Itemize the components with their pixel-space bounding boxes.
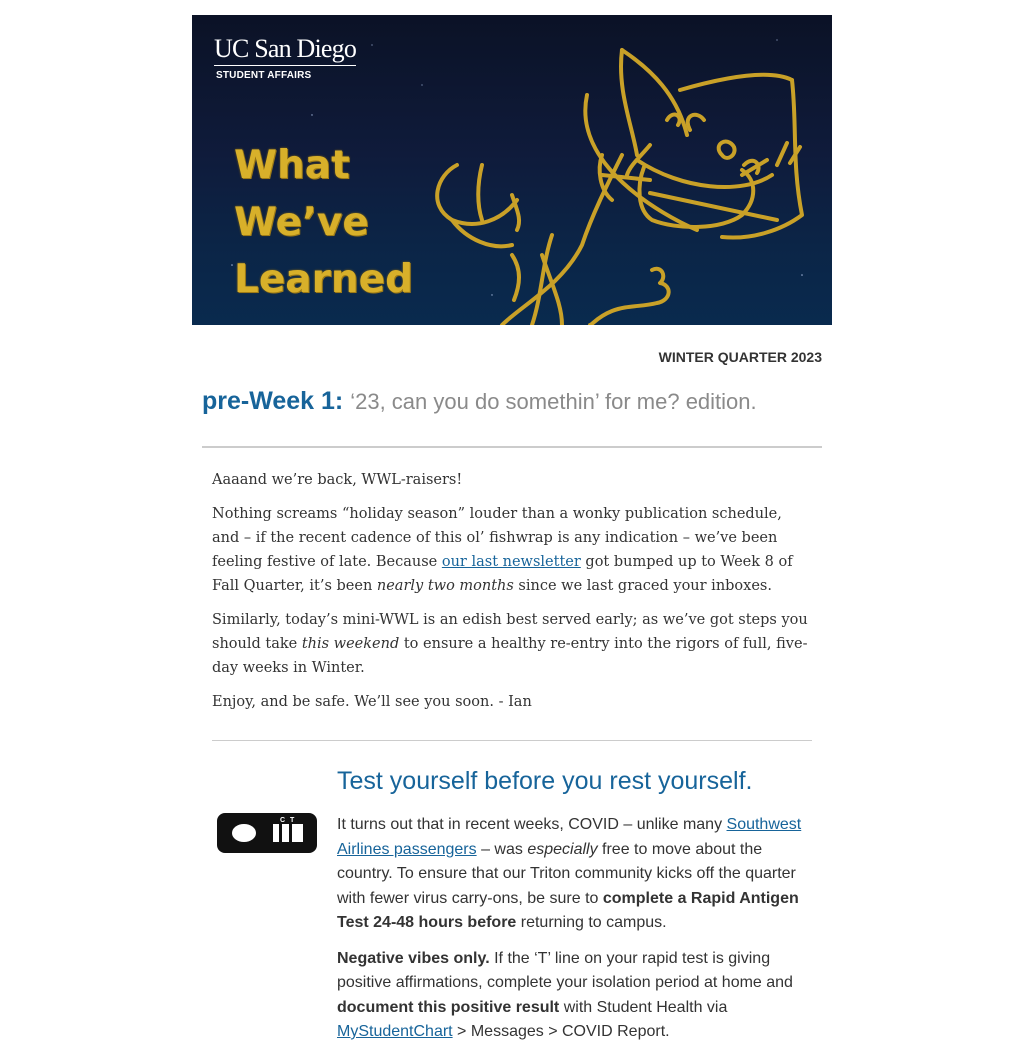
intro-p2-emphasis: nearly two months — [376, 578, 514, 594]
test-line-label: T — [290, 817, 295, 824]
banner-title-line-3: Learned — [234, 257, 413, 302]
newsletter-banner — [192, 15, 832, 325]
triton-mascot-mask-illustration — [422, 15, 832, 325]
logo-subtitle: STUDENT AFFAIRS — [216, 70, 312, 81]
section-title: Test yourself before you rest yourself. — [337, 767, 753, 795]
section-p2-text-c: > Messages > COVID Report. — [452, 1023, 670, 1040]
issue-edition-subtitle: ‘23, can you do somethin’ for me? edition. — [350, 389, 757, 414]
section-paragraph-2 — [337, 947, 822, 1045]
section-p2-text-a: If the ‘T’ line on your rapid test is giving positive affirmations, complete your isolation period at home and — [337, 949, 793, 991]
intro-p2-text-a: Nothing screams “holiday season” louder than a wonky publication schedule, and – if the recent cadence of this ol’ fishwrap is any indication – we’ve been feeling festive of late. Because — [212, 506, 782, 570]
section-text-column — [337, 765, 822, 1056]
intro-p3-emphasis: this weekend — [301, 636, 400, 652]
intro-letter — [192, 448, 832, 714]
intro-paragraph-1: Aaaand we’re back, WWL-raisers! — [212, 472, 463, 488]
section-p1-text-d: returning to campus. — [516, 914, 667, 931]
intro-paragraph-3 — [212, 608, 812, 680]
intro-paragraph-2 — [212, 502, 812, 598]
section-p1-text-c: free to move about the country. To ensure that our Triton community kicks off the quarter with fewer virus carry-ons, be sure to — [337, 840, 796, 907]
banner-title — [234, 137, 413, 308]
ucsd-logo[interactable] — [214, 35, 356, 81]
section-paragraph-1 — [337, 813, 822, 936]
section-p2-strong-2: document this positive result — [337, 998, 560, 1016]
email-container — [192, 15, 832, 1056]
issue-week-label: pre-Week 1: — [202, 387, 344, 415]
issue-heading — [202, 385, 822, 418]
intro-paragraph-4: Enjoy, and be safe. We’ll see you soon. - Ian — [212, 694, 532, 710]
control-line-label: C — [280, 817, 286, 824]
section-p1-text-b: – was — [476, 840, 528, 858]
southwest-passengers-link[interactable]: Southwest Airlines passengers — [337, 816, 802, 858]
banner-title-line-2: We’ve — [234, 200, 369, 245]
logo-name: UC San Diego — [214, 35, 356, 66]
section-p1-emphasis: especially — [527, 840, 598, 858]
section-p1-text-a: It turns out that in recent weeks, COVID – unlike many — [337, 816, 727, 833]
covid-test-section — [192, 741, 832, 1056]
intro-p3-text-a: Similarly, today’s mini-WWL is an edish best served early; as we’ve got steps you should take — [212, 612, 808, 652]
intro-p3-text-b: to ensure a healthy re-entry into the rigors of full, five-day weeks in Winter. — [212, 636, 808, 676]
section-p2-strong: Negative vibes only. — [337, 949, 490, 967]
section-p2-text-b: with Student Health via — [559, 998, 728, 1016]
mystudentchart-link[interactable]: MyStudentChart — [337, 1023, 453, 1040]
intro-p2-text-b: got bumped up to Week 8 of Fall Quarter, it’s been — [212, 554, 793, 594]
last-newsletter-link[interactable]: our last newsletter — [441, 554, 581, 570]
rapid-test-icon — [217, 813, 317, 853]
quarter-label: WINTER QUARTER 2023 — [658, 349, 822, 365]
section-icon-column — [217, 765, 337, 1056]
banner-title-line-1: What — [234, 143, 350, 188]
intro-p2-text-c: since we last graced your inboxes. — [513, 578, 772, 594]
section-p1-strong: complete a Rapid Antigen Test 24-48 hours before — [337, 889, 799, 931]
